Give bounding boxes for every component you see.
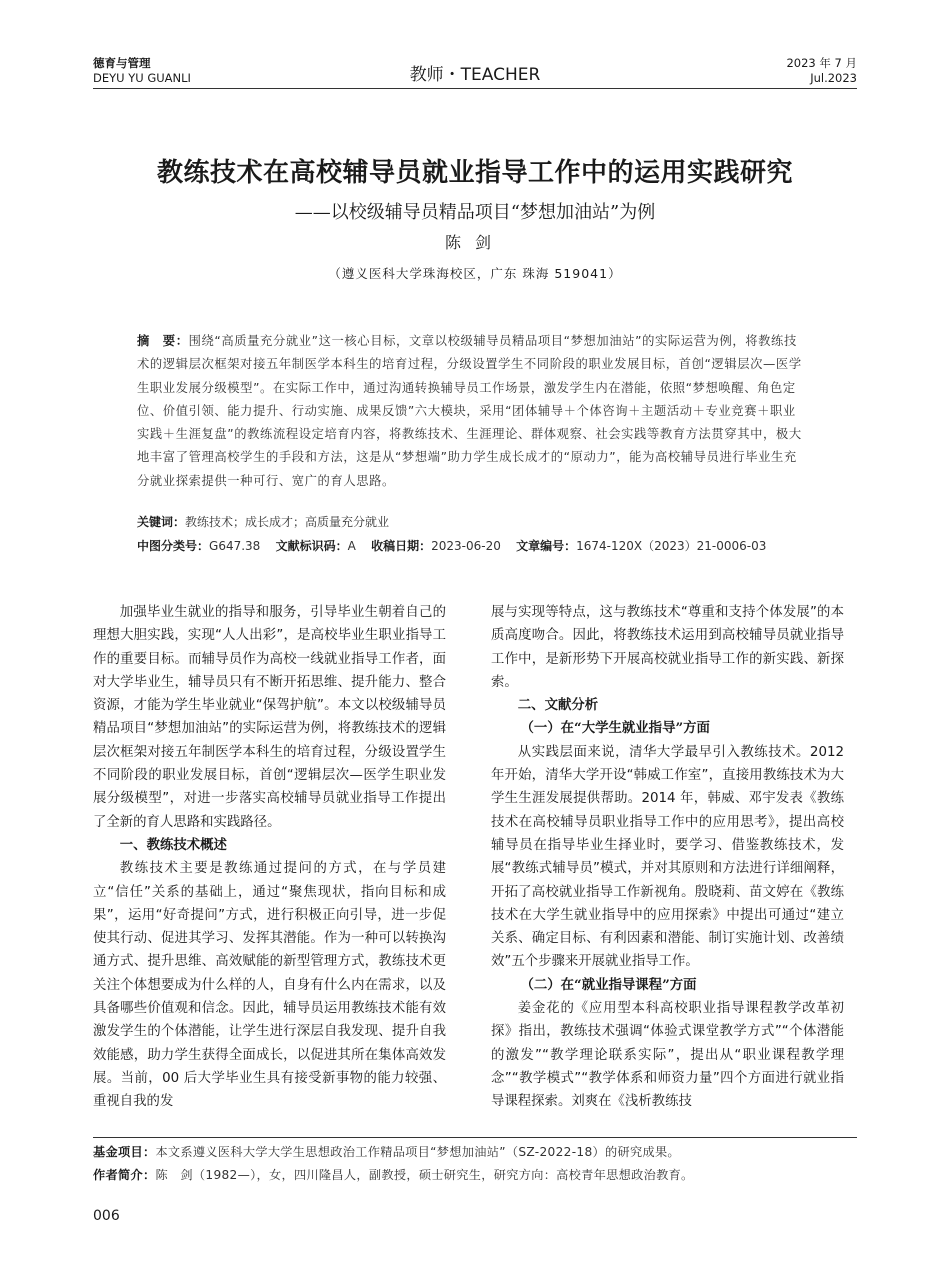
funding-text: 本文系遵义医科大学大学生思想政治工作精品项目“梦想加油站”（SZ-2022-18）的研究成果。 <box>155 1145 680 1159</box>
author-name: 陈剑 <box>444 233 505 252</box>
page-number: 006 <box>93 1208 120 1224</box>
section-name-cn: 德育与管理 <box>93 56 151 70</box>
funding-note <box>93 1143 857 1160</box>
section-heading: 二、文献分析 <box>517 698 599 714</box>
paper-title: 教练技术在高校辅导员就业指导工作中的运用实践研究 <box>156 158 793 188</box>
keywords-text: 教练技术；成长成才；高质量充分就业 <box>185 515 390 529</box>
subsection-heading: （一）在“大学生就业指导”方面 <box>520 720 710 737</box>
author-affiliation: （遵义医科大学珠海校区，广东 珠海 519041） <box>328 266 622 281</box>
clc-value: G647.38 <box>209 539 261 553</box>
body-column-left <box>93 601 446 1114</box>
author-bio-label: 作者简介： <box>93 1168 156 1182</box>
issue-date-en: Jul.2023 <box>810 71 857 85</box>
keywords-label: 关键词： <box>137 515 186 529</box>
abstract-label: 摘 要： <box>137 334 189 348</box>
funding-label: 基金项目： <box>93 1145 156 1159</box>
body-paragraph: 姜金花的《应用型本科高校职业指导课程教学改革初探》指出，教练技术强调“体验式课堂教学方式”“个体潜能的激发”“教学理论联系实际”，提出从“职业课程教学理念”“教学模式”“教学体系和师资力量”四个方面进行就业指导课程探索。刘爽在《浅析教练技 <box>491 1001 844 1110</box>
article-id-label: 文章编号： <box>516 539 577 553</box>
issue-date-cn: 2023 年 7 月 <box>786 56 857 70</box>
body-paragraph: 从实践层面来说，清华大学最早引入教练技术。2012 年开始，清华大学开设“韩威工作室”，直接用教练技术为大学生生涯发展提供帮助。2014 年，韩威、邓宇发表《教练技术在高校辅导员职业指导工作中的应用思考》，提出高校辅导员在指导毕业生择业时，要学习、借鉴教练技术，发展“教练式辅导员”模式，并对其原则和方法进行详细阐释，开拓了高校就业指导工作新视角。殷晓莉、苗文婷在《教练技术在大学生就业指导中的应用探索》中提出可通过“建立关系、确定目标、有利因素和潜能、制订实施计划、改善绩效”五个步骤来开展就业指导工作。 <box>491 744 844 970</box>
abstract-text: 围绕“高质量充分就业”这一核心目标，文章以校级辅导员精品项目“梦想加油站”的实际运营为例，将教练技术的逻辑层次框架对接五年制医学本科生的培育过程，分级设置学生不同阶段的职业发展目标，首创“逻辑层次—医学生职业发展分级模型”。在实际工作中，通过沟通转换辅导员工作场景，激发学生内在潜能，依照“梦想唤醒、角色定位、价值引领、能力提升、行动实施、成果反馈”六大模块，采用“团体辅导＋个体咨询＋主题活动＋专业竞赛＋职业实践＋生涯复盘”的教练流程设定培育内容，将教练技术、生涯理论、群体观察、社会实践等教育方法贯穿其中，极大地丰富了管理高校学生的手段和方法，这是从“梦想端”助力学生成长成才的“原动力”，能为高校辅导员进行毕业生充分就业探索提供一种可行、宽广的育人思路。 <box>137 334 802 488</box>
received-date-label: 收稿日期： <box>371 539 432 553</box>
keywords <box>137 513 837 530</box>
classification-line <box>137 537 837 554</box>
abstract <box>137 330 807 493</box>
doc-code-value: A <box>347 539 356 553</box>
header-divider <box>93 88 857 89</box>
journal-name: 教师・TEACHER <box>409 65 541 85</box>
author-bio <box>93 1166 857 1183</box>
footnote-divider <box>93 1137 857 1138</box>
section-name-en: DEYU YU GUANLI <box>93 71 191 85</box>
clc-label: 中图分类号： <box>137 539 210 553</box>
subsection-heading: （二）在“就业指导课程”方面 <box>520 976 697 993</box>
doc-code-label: 文献标识码： <box>275 539 348 553</box>
article-id-value: 1674-120X（2023）21-0006-03 <box>576 539 767 553</box>
received-date-value: 2023-06-20 <box>431 539 501 553</box>
body-paragraph: 教练技术主要是教练通过提问的方式，在与学员建立“信任”关系的基础上，通过“聚焦现状，指向目标和成果”，运用“好奇提问”方式，进行积极正向引导，进一步促使其行动、促进其学习、发挥其潜能。作为一种可以转换沟通方式、提升思维、高效赋能的新型管理方式，教练技术更关注个体想要成为什么样的人，自身有什么内在需求，以及具备哪些价值观和信念。因此，辅导员运用教练技术能有效激发学生的个体潜能，让学生进行深层自我发现、提升自我效能感，助力学生获得全面成长，以促进其所在集体高效发展。当前，00 后大学毕业生具有接受新事物的能力较强、重视自我的发 <box>93 861 446 1110</box>
author-bio-text: 陈 剑（1982—），女，四川隆昌人，副教授，硕士研究生，研究方向：高校青年思想政治教育。 <box>155 1168 694 1182</box>
section-heading: 一、教练技术概述 <box>119 837 227 853</box>
body-paragraph: 加强毕业生就业的指导和服务，引导毕业生朝着自己的理想大胆实践，实现“人人出彩”，是高校毕业生职业指导工作的重要目标。而辅导员作为高校一线就业指导工作者，面对大学毕业生，辅导员只有不断开拓思维、提升能力、整合资源，才能为学生毕业就业“保驾护航”。本文以校级辅导员精品项目“梦想加油站”的实际运营为例，将教练技术的逻辑层次框架对接五年制医学本科生的培育过程，分级设置学生不同阶段的职业发展目标，首创“逻辑层次—医学生职业发展分级模型”，对进一步落实高校辅导员就业指导工作提出了全新的育人思路和实践路径。 <box>93 605 446 830</box>
paper-subtitle: ——以校级辅导员精品项目“梦想加油站”为例 <box>294 202 656 223</box>
body-column-right <box>491 601 844 1114</box>
issue-date <box>786 56 857 86</box>
body-paragraph: 展与实现等特点，这与教练技术“尊重和支持个体发展”的本质高度吻合。因此，将教练技术运用到高校辅导员就业指导工作中，是新形势下开展高校就业指导工作的新实践、新探索。 <box>491 605 844 690</box>
